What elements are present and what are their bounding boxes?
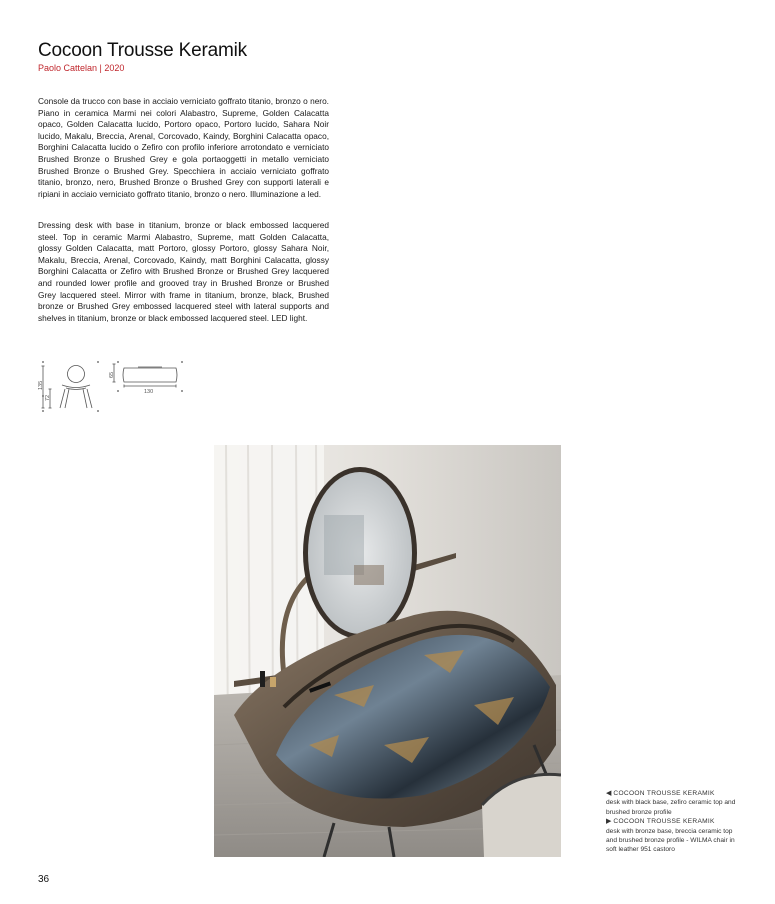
dim-desk-height: 72 [45, 394, 51, 401]
caption-item-2-text: desk with bronze base, breccia ceramic top and brushed bronze profile - WILMA chair in soft leather 951 castoro [606, 827, 735, 854]
page-title: Cocoon Trousse Keramik [38, 40, 247, 61]
page-number: 36 [38, 874, 50, 885]
caption-item-2 [606, 817, 737, 855]
dimension-drawings-svg [36, 360, 186, 412]
caption-item-1 [606, 789, 737, 817]
dim-depth: 65 [109, 371, 115, 378]
designer-year: Paolo Cattelan | 2020 [38, 63, 125, 73]
description-english: Dressing desk with base in titanium, bronze or black embossed lacquered steel. Top in ceramic Marmi Alabastro, Supreme, matt Golden Calacatta, glossy Golden Calacatta, matt Portoro, glossy Portoro, glossy Sahara Noir, Makalu, Breccia, Arenal, Corcovado, Kaindy, matt Borghini Calacatta, glossy Borghini Calacatta or Zefiro with Brushed Bronze or Brushed Grey lacquered and rounded lower profile and grooved tray in Brushed Bronze or Brushed Grey lacquered steel. Mirror with frame in titanium, bronze, black, Brushed bronze or Brushed Grey embossed lacquered steel with lateral supports and shelves in titanium, bronze or black embossed lacquered steel. LED light. [38, 220, 329, 323]
caption-arrow-left-icon: ◀ [606, 790, 612, 797]
caption-arrow-right-icon: ▶ [606, 818, 612, 826]
dimension-drawings [36, 360, 186, 412]
caption-item-2-title: COCOON TROUSSE KERAMIK [613, 818, 715, 826]
dim-total-height: 135 [38, 380, 44, 390]
caption-item-1-title: COCOON TROUSSE KERAMIK [613, 790, 715, 797]
dim-width: 130 [144, 389, 154, 395]
caption-item-1-text: desk with black base, zefiro ceramic top and brushed bronze profile [606, 799, 736, 816]
description-italian: Console da trucco con base in acciaio verniciato goffrato titanio, bronzo o nero. Piano in ceramica Marmi nei colori Alabastro, Supreme, Golden Calacatta opaco, Golden Calacatta lucido, Portoro opaco, Portoro lucido, Sahara Noir lucido, Makalu, Breccia, Arenal, Corcovado, Kaindy, Borghini Calacatta opaco, Borghini Calacatta lucido o Zefiro con profilo inferiore arrotondato e verniciato Brushed Bronze o Brushed Grey e gola portaoggetti in metallo verniciato Brushed Bronze o Brushed Grey. Specchiera in acciaio verniciato goffrato titanio, bronzo, nero, Brushed Bronze o Brushed Grey con supporti laterali e ripiani in acciaio verniciato goffrato titanio, bronzo o nero. Illuminazione a led. [38, 96, 329, 199]
photo-caption [606, 789, 737, 855]
product-photo [214, 445, 561, 857]
product-photo-illustration [214, 445, 561, 857]
top-view-drawing [113, 364, 178, 388]
